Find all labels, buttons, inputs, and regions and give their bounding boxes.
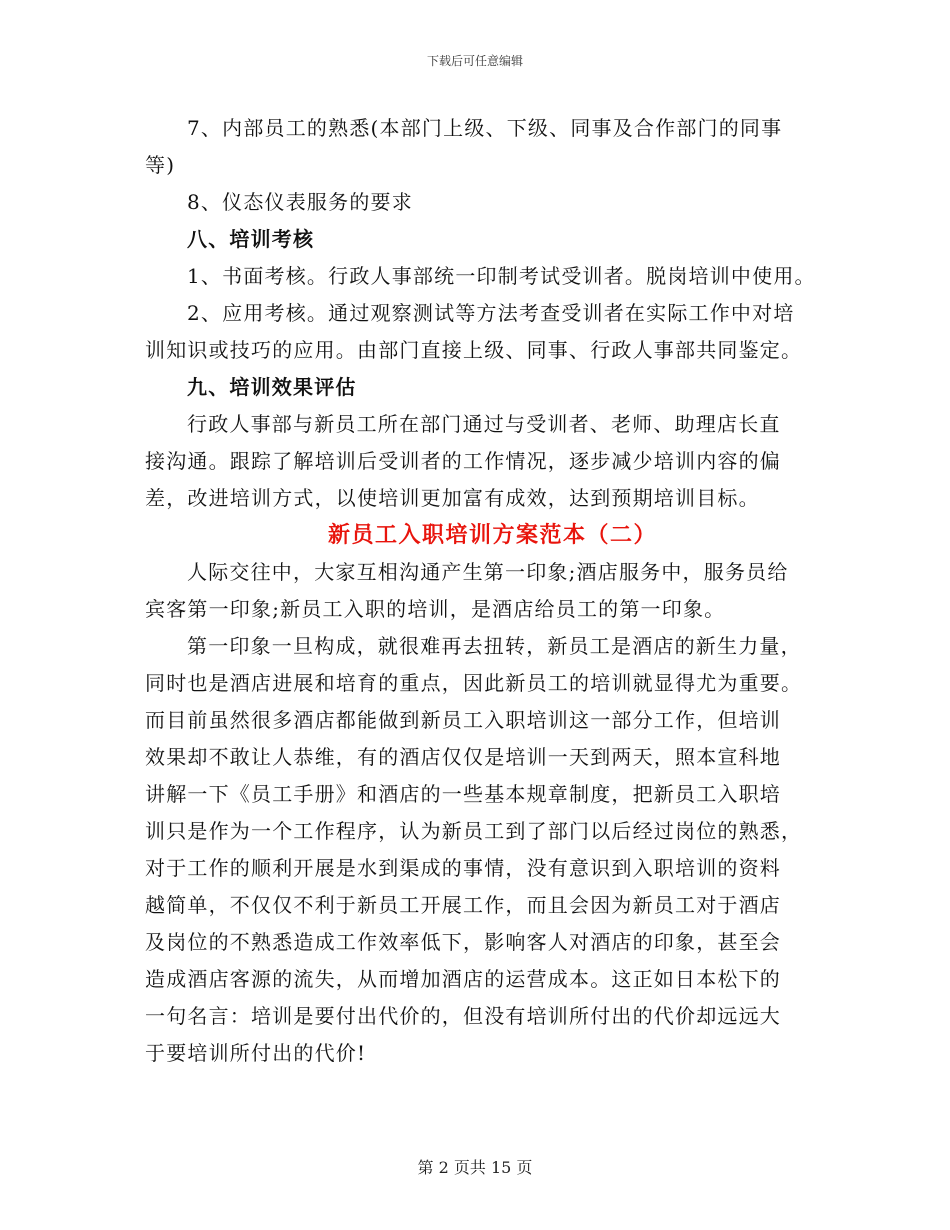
assessment-item-2: 2、应用考核。通过观察测试等方法考查受训者在实际工作中对培 [187, 301, 795, 325]
paragraph-line: 训只是作为一个工作程序，认为新员工到了部门以后经过岗位的熟悉， [145, 819, 803, 843]
evaluation-paragraph-line: 接沟通。跟踪了解培训后受训者的工作情况，逐步减少培训内容的偏 [145, 449, 781, 473]
evaluation-paragraph-line: 差，改进培训方式，以使培训更加富有成效，达到预期培训目标。 [145, 486, 760, 510]
paragraph-line: 造成酒店客源的流失，从而增加酒店的运营成本。这正如日本松下的 [145, 967, 781, 991]
paragraph-line: 及岗位的不熟悉造成工作效率低下，影响客人对酒店的印象，甚至会 [145, 930, 781, 954]
list-item-8: 8、仪态仪表服务的要求 [187, 190, 413, 214]
paragraph-line: 宾客第一印象;新员工入职的培训，是酒店给员工的第一印象。 [145, 597, 726, 621]
paragraph-line: 讲解一下《员工手册》和酒店的一些基本规章制度，把新员工入职培 [145, 782, 781, 806]
paragraph-line: 第一印象一旦构成，就很难再去扭转，新员工是酒店的新生力量， [187, 634, 802, 658]
section-heading-assessment: 八、培训考核 [187, 227, 315, 251]
paragraph-line: 而目前虽然很多酒店都能做到新员工入职培训这一部分工作，但培训 [145, 708, 781, 732]
paragraph-line: 对于工作的顺利开展是水到渠成的事情，没有意识到入职培训的资料 [145, 856, 781, 880]
page-number: 第 2 页共 15 页 [417, 1158, 533, 1177]
page-header: 下载后可任意编辑 [426, 54, 523, 68]
section-heading-evaluation: 九、培训效果评估 [187, 375, 357, 399]
document-body [145, 110, 816, 1072]
list-item-7: 7、内部员工的熟悉(本部门上级、下级、同事及合作部门的同事 [187, 116, 783, 140]
evaluation-paragraph-line: 行政人事部与新员工所在部门通过与受训者、老师、助理店长直 [187, 412, 781, 436]
list-item-7-continued: 等) [145, 153, 176, 177]
document-title: 新员工入职培训方案范本（二） [327, 522, 657, 548]
paragraph-line: 同时也是酒店进展和培育的重点，因此新员工的培训就显得尤为重要。 [145, 671, 803, 695]
paragraph-line: 一句名言：培训是要付出代价的，但没有培训所付出的代价却远远大 [145, 1004, 781, 1028]
paragraph-line: 人际交往中，大家互相沟通产生第一印象;酒店服务中，服务员给 [187, 560, 789, 584]
paragraph-line: 于要培训所付出的代价! [145, 1041, 367, 1065]
paragraph-line: 效果却不敢让人恭维，有的酒店仅仅是培训一天到两天，照本宣科地 [145, 745, 781, 769]
assessment-item-1: 1、书面考核。行政人事部统一印制考试受训者。脱岗培训中使用。 [187, 264, 816, 288]
paragraph-line: 越简单，不仅仅不利于新员工开展工作，而且会因为新员工对于酒店 [145, 893, 781, 917]
assessment-item-2-continued: 训知识或技巧的应用。由部门直接上级、同事、行政人事部共同鉴定。 [145, 338, 803, 362]
